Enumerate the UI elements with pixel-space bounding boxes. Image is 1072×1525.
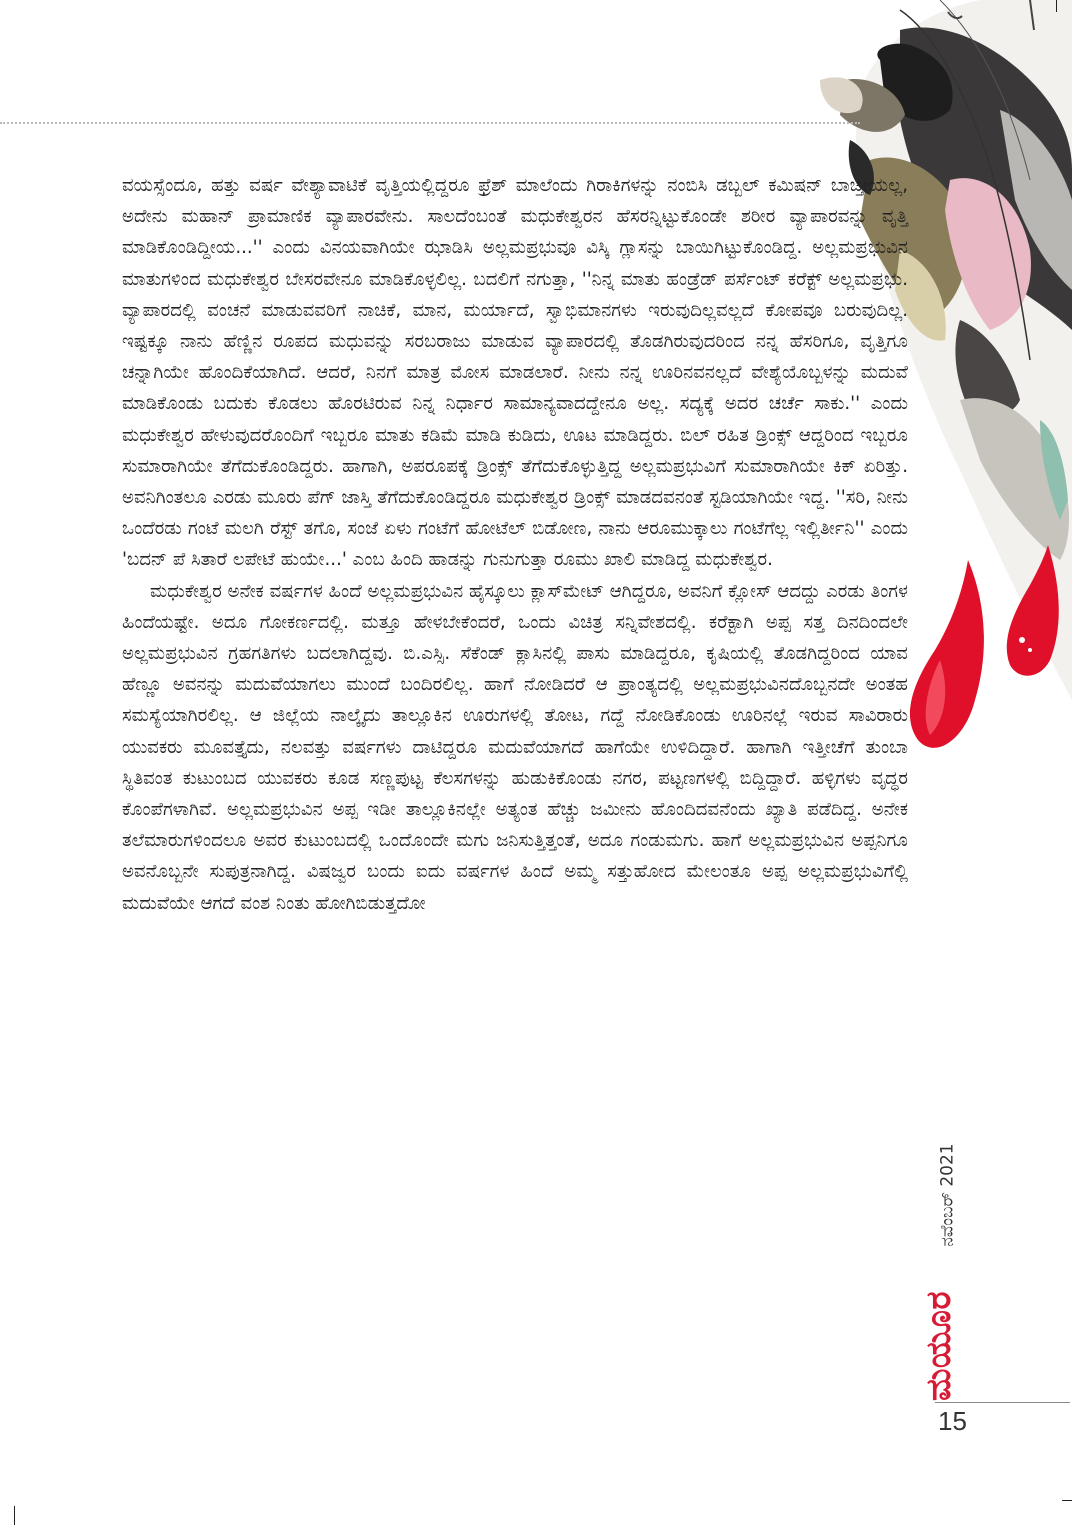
crop-mark [1062, 1500, 1072, 1501]
crop-mark [1056, 0, 1057, 12]
issue-date [908, 1135, 988, 1255]
footer-divider [935, 1402, 1070, 1403]
page-number: 15 [938, 1406, 967, 1436]
dotted-divider [0, 122, 860, 124]
magazine-name: ಮಯೂರ [919, 1291, 959, 1401]
magazine-logo [918, 1291, 960, 1401]
issue-date-text: ನವೆಂಬರ್ 2021 [938, 1143, 959, 1247]
crop-mark [14, 1506, 15, 1525]
article-body [122, 170, 908, 919]
article-paragraph: ವಯಸ್ಸೆಂದೂ, ಹತ್ತು ವರ್ಷ ವೇಶ್ಯಾವಾಟಿಕೆ ವೃತ್ತಿಯಲ್ಲಿದ್ದರೂ ಫ್ರೆಶ್ ಮಾಲೆಂದು ಗಿರಾಕಿಗಳನ್ನು ನಂಬಿಸಿ ಡಬ್ಬಲ್ ಕಮಿಷನ್ ಬಾಚ್ತೀಯಲ್ಲ, ಅದೇನು ಮಹಾನ್ ಪ್ರಾಮಾಣಿಕ ವ್ಯಾಪಾರವೇನು. ಸಾಲದೆಂಬಂತೆ ಮಧುಕೇಶ್ವರನ ಹೆಸರನ್ನಿಟ್ಟುಕೊಂಡೇ ಶರೀರ ವ್ಯಾಪಾರವನ್ನು ವೃತ್ತಿ ಮಾಡಿಕೊಂಡಿದ್ದೀಯ...'' ಎಂದು ವಿನಯವಾಗಿಯೇ ಝಾಡಿಸಿ ಅಲ್ಲಮಪ್ರಭುವೂ ವಿಸ್ಕಿ ಗ್ಲಾಸನ್ನು ಬಾಯಿಗಿಟ್ಟುಕೊಂಡಿದ್ದ. ಅಲ್ಲಮಪ್ರಭುವಿನ ಮಾತುಗಳಿಂದ ಮಧುಕೇಶ್ವರ ಬೇಸರವೇನೂ ಮಾಡಿಕೊಳ್ಳಲಿಲ್ಲ. ಬದಲಿಗೆ ನಗುತ್ತಾ, ''ನಿನ್ನ ಮಾತು ಹಂಡ್ರೆಡ್ ಪರ್ಸೆಂಟ್ ಕರೆಕ್ಟ್ ಅಲ್ಲಮಪ್ರಭು. ವ್ಯಾಪಾರದಲ್ಲಿ ವಂಚನೆ ಮಾಡುವವರಿಗೆ ನಾಚಿಕೆ, ಮಾನ, ಮರ್ಯಾದೆ, ಸ್ವಾಭಿಮಾನಗಳು ಇರುವುದಿಲ್ಲವಲ್ಲದೆ ಕೋಪವೂ ಬರುವುದಿಲ್ಲ. ಇಷ್ಟಕ್ಕೂ ನಾನು ಹೆಣ್ಣಿನ ರೂಪದ ಮಧುವನ್ನು ಸರಬರಾಜು ಮಾಡುವ ವ್ಯಾಪಾರದಲ್ಲಿ ತೊಡಗಿರುವುದರಿಂದ ನನ್ನ ಹೆಸರಿಗೂ, ವೃತ್ತಿಗೂ ಚನ್ನಾಗಿಯೇ ಹೊಂದಿಕೆಯಾಗಿದೆ. ಆದರೆ, ನಿನಗೆ ಮಾತ್ರ ಮೋಸ ಮಾಡಲಾರೆ. ನೀನು ನನ್ನ ಊರಿನವನಲ್ಲದೆ ವೇಶ್ಯೆಯೊಬ್ಬಳನ್ನು ಮದುವೆ ಮಾಡಿಕೊಂಡು ಬದುಕು ಕೊಡಲು ಹೊರಟಿರುವ ನಿನ್ನ ನಿರ್ಧಾರ ಸಾಮಾನ್ಯವಾದದ್ದೇನೂ ಅಲ್ಲ. ಸದ್ಯಕ್ಕೆ ಅದರ ಚರ್ಚೆ ಸಾಕು.'' ಎಂದು ಮಧುಕೇಶ್ವರ ಹೇಳುವುದರೊಂದಿಗೆ ಇಬ್ಬರೂ ಮಾತು ಕಡಿಮೆ ಮಾಡಿ ಕುಡಿದು, ಊಟ ಮಾಡಿದ್ದರು. ಬಿಲ್ ರಹಿತ ಡ್ರಿಂಕ್ಸ್ ಆದ್ದರಿಂದ ಇಬ್ಬರೂ ಸುಮಾರಾಗಿಯೇ ತೆಗೆದುಕೊಂಡಿದ್ದರು. ಹಾಗಾಗಿ, ಅಪರೂಪಕ್ಕೆ ಡ್ರಿಂಕ್ಸ್ ತೆಗೆದುಕೊಳ್ಳುತ್ತಿದ್ದ ಅಲ್ಲಮಪ್ರಭುವಿಗೆ ಸುಮಾರಾಗಿಯೇ ಕಿಕ್ ಏರಿತ್ತು. ಅವನಿಗಿಂತಲೂ ಎರಡು ಮೂರು ಪೆಗ್ ಜಾಸ್ತಿ ತೆಗೆದುಕೊಂಡಿದ್ದರೂ ಮಧುಕೇಶ್ವರ ಡ್ರಿಂಕ್ಸ್ ಮಾಡದವನಂತೆ ಸ್ಟಡಿಯಾಗಿಯೇ ಇದ್ದ. ''ಸರಿ, ನೀನು ಒಂದೆರಡು ಗಂಟೆ ಮಲಗಿ ರೆಸ್ಟ್ ತಗೊ, ಸಂಜೆ ಏಳು ಗಂಟೆಗೆ ಹೋಟೆಲ್ ಬಿಡೋಣ, ನಾನು ಆರೂಮುಕ್ಕಾಲು ಗಂಟೆಗೆಲ್ಲ ಇಲ್ಲಿರ್ತೀನಿ'' ಎಂದು 'ಬದನ್ ಪೆ ಸಿತಾರೆ ಲಪೇಟೆ ಹುಯೇ...' ಎಂಬ ಹಿಂದಿ ಹಾಡನ್ನು ಗುನುಗುತ್ತಾ ರೂಮು ಖಾಲಿ ಮಾಡಿದ್ದ ಮಧುಕೇಶ್ವರ. [122, 175, 908, 571]
article-paragraph: ಮಧುಕೇಶ್ವರ ಅನೇಕ ವರ್ಷಗಳ ಹಿಂದೆ ಅಲ್ಲಮಪ್ರಭುವಿನ ಹೈಸ್ಕೂಲು ಕ್ಲಾಸ್‌ಮೇಟ್ ಆಗಿದ್ದರೂ, ಅವನಿಗೆ ಕ್ಲೋಸ್ ಆದದ್ದು ಎರಡು ತಿಂಗಳ ಹಿಂದೆಯಷ್ಟೇ. ಅದೂ ಗೋಕರ್ಣದಲ್ಲಿ. ಮತ್ತೂ ಹೇಳಬೇಕೆಂದರೆ, ಒಂದು ವಿಚಿತ್ರ ಸನ್ನಿವೇಶದಲ್ಲಿ. ಕರೆಕ್ಟಾಗಿ ಅಪ್ಪ ಸತ್ತ ದಿನದಿಂದಲೇ ಅಲ್ಲಮಪ್ರಭುವಿನ ಗ್ರಹಗತಿಗಳು ಬದಲಾಗಿದ್ದವು. ಬಿ.ಎಸ್ಸಿ. ಸೆಕೆಂಡ್ ಕ್ಲಾಸಿನಲ್ಲಿ ಪಾಸು ಮಾಡಿದ್ದರೂ, ಕೃಷಿಯಲ್ಲಿ ತೊಡಗಿದ್ದರಿಂದ ಯಾವ ಹೆಣ್ಣೂ ಅವನನ್ನು ಮದುವೆಯಾಗಲು ಮುಂದೆ ಬಂದಿರಲಿಲ್ಲ. ಹಾಗೆ ನೋಡಿದರೆ ಆ ಪ್ರಾಂತ್ಯದಲ್ಲಿ ಅಲ್ಲಮಪ್ರಭುವಿನದೊಬ್ಬನದೇ ಅಂತಹ ಸಮಸ್ಯೆಯಾಗಿರಲಿಲ್ಲ. ಆ ಜಿಲ್ಲೆಯ ನಾಲ್ಕೈದು ತಾಲ್ಲೂಕಿನ ಊರುಗಳಲ್ಲಿ ತೋಟ, ಗದ್ದೆ ನೋಡಿಕೊಂಡು ಊರಿನಲ್ಲೆ ಇರುವ ಸಾವಿರಾರು ಯುವಕರು ಮೂವತ್ತೈದು, ನಲವತ್ತು ವರ್ಷಗಳು ದಾಟಿದ್ದರೂ ಮದುವೆಯಾಗದೆ ಹಾಗೆಯೇ ಉಳಿದಿದ್ದಾರೆ. ಹಾಗಾಗಿ ಇತ್ತೀಚೆಗೆ ತುಂಬಾ ಸ್ಥಿತಿವಂತ ಕುಟುಂಬದ ಯುವಕರು ಕೂಡ ಸಣ್ಣಪುಟ್ಟ ಕೆಲಸಗಳನ್ನು ಹುಡುಕಿಕೊಂಡು ನಗರ, ಪಟ್ಟಣಗಳಲ್ಲಿ ಬಿದ್ದಿದ್ದಾರೆ. ಹಳ್ಳಿಗಳು ವೃದ್ಧರ ಕೊಂಪೆಗಳಾಗಿವೆ. ಅಲ್ಲಮಪ್ರಭುವಿನ ಅಪ್ಪ ಇಡೀ ತಾಲ್ಲೂಕಿನಲ್ಲೇ ಅತ್ಯಂತ ಹೆಚ್ಚು ಜಮೀನು ಹೊಂದಿದವನೆಂದು ಖ್ಯಾತಿ ಪಡೆದಿದ್ದ. ಅನೇಕ ತಲೆಮಾರುಗಳಿಂದಲೂ ಅವರ ಕುಟುಂಬದಲ್ಲಿ ಒಂದೊಂದೇ ಮಗು ಜನಿಸುತ್ತಿತ್ತಂತೆ, ಅದೂ ಗಂಡುಮಗು. ಹಾಗೆ ಅಲ್ಲಮಪ್ರಭುವಿನ ಅಪ್ಪನಿಗೂ ಅವನೊಬ್ಬನೇ ಸುಪುತ್ರನಾಗಿದ್ದ. ವಿಷಜ್ವರ ಬಂದು ಐದು ವರ್ಷಗಳ ಹಿಂದೆ ಅಮ್ಮ ಸತ್ತುಹೋದ ಮೇಲಂತೂ ಅಪ್ಪ ಅಲ್ಲಮಪ್ರಭುವಿಗೆಲ್ಲಿ ಮದುವೆಯೇ ಆಗದೆ ವಂಶ ನಿಂತು ಹೋಗಿಬಿಡುತ್ತದೋ [122, 580, 908, 914]
